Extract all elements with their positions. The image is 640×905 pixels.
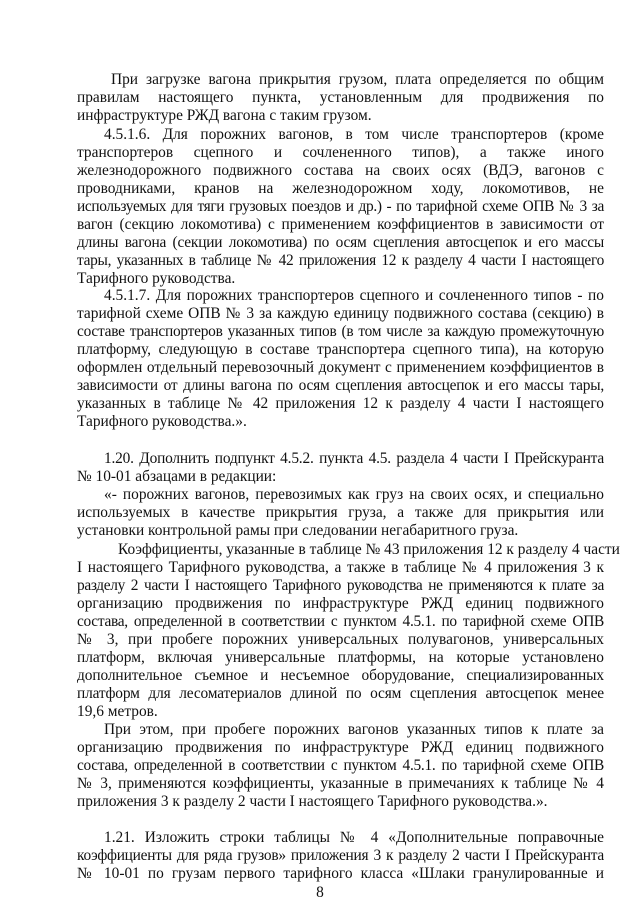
text-line: Тарифного руководства. — [77, 270, 236, 287]
text-line: При этом, при пробеге порожних вагонов указанных типов к плате за — [104, 721, 604, 738]
text-line: При загрузке вагона прикрытия грузом, плата определяется по общим — [111, 71, 604, 88]
text-line: длины вагона (секции локомотива) по осям сцепления автосцепок и его массы — [77, 234, 604, 251]
text-line: 4.5.1.6. Для порожних вагонов, в том числе транспортеров (кроме — [104, 126, 604, 143]
text-line: № 10-01 абзацами в редакции: — [77, 468, 277, 485]
text-line: «- порожних вагонов, перевозимых как груз на своих осях, и специально — [104, 486, 604, 503]
text-line: платформу, следующую в составе транспортера сцепного типа), на которую — [77, 341, 604, 358]
text-line: установки контрольной рамы при следовании негабаритного груза. — [77, 522, 519, 539]
text-line: указанных в таблице № 42 приложения 12 к разделу 4 части I настоящего — [77, 395, 604, 412]
text-line: проводниками, кранов на железнодорожном ходу, локомотивов, не — [77, 180, 604, 197]
text-line: 1.21. Изложить строки таблицы № 4 «Дополнительные поправочные — [104, 829, 604, 846]
text-line: железнодорожного подвижного состава на своих осях (ВДЭ, вагонов с — [77, 162, 604, 179]
text-line: инфраструктуре РЖД вагона с таким грузом. — [77, 107, 372, 124]
text-line: транспортеров сцепного и сочлененного типов), а также иного — [77, 144, 604, 161]
text-line: платформ, включая универсальные платформы, на которые установлено — [77, 649, 604, 666]
text-line: приложения 3 к разделу 2 части I настоящего Тарифного руководства.». — [77, 793, 548, 810]
text-line: коэффициенты для ряда грузов» приложения 3 к разделу 2 части I Прейскуранта — [77, 847, 604, 864]
text-line: составе транспортеров указанных типов (в том числе за каждую промежуточную — [77, 323, 604, 340]
text-line: Тарифного руководства.». — [77, 413, 247, 430]
text-line: правилам настоящего пункта, установленным для продвижения по — [77, 89, 604, 106]
text-line: используемых для тяги грузовых поездов и др.) - по тарифной схеме ОПВ № 3 за — [77, 198, 604, 215]
text-line: оформлен отдельный перевозочный документ с применением коэффициентов в — [77, 359, 604, 376]
text-line: № 3, применяются коэффициенты, указанные в примечаниях к таблице № 4 — [77, 775, 604, 792]
text-line: вагон (секцию локомотива) с применением коэффициентов в зависимости от — [77, 216, 604, 233]
text-line: № 3, при пробеге порожних универсальных полувагонов, универсальных — [77, 631, 604, 648]
text-line: I настоящего Тарифного руководства, а также в таблице № 4 приложения 3 к — [77, 559, 604, 576]
text-line: № 10-01 по грузам первого тарифного класса «Шлаки гранулированные и — [77, 865, 604, 882]
text-line: 1.20. Дополнить подпункт 4.5.2. пункта 4.5. раздела 4 части I Прейскуранта — [104, 450, 604, 467]
text-line: 19,6 метров. — [77, 703, 158, 720]
text-line: организацию продвижения по инфраструктуре РЖД единиц подвижного — [77, 595, 604, 612]
page-number: 8 — [316, 884, 324, 901]
text-line: состава, определенной в соответствии с пунктом 4.5.1. по тарифной схеме ОПВ — [77, 757, 604, 774]
text-line: тары, указанных в таблице № 42 приложения 12 к разделу 4 части I настоящего — [77, 252, 604, 269]
text-line: 4.5.1.7. Для порожних транспортеров сцепного и сочлененного типов - по — [104, 287, 604, 304]
text-line: разделу 2 части I настоящего Тарифного руководства не применяются к плате за — [77, 577, 604, 594]
text-line: состава, определенной в соответствии с пунктом 4.5.1. по тарифной схеме ОПВ — [77, 613, 604, 630]
text-line: используемых в качестве прикрытия груза, а также для прикрытия или — [77, 504, 604, 521]
text-line: платформ для лесоматериалов длиной по осям сцепления автосцепок менее — [77, 685, 604, 702]
text-line: тарифной схеме ОПВ № 3 за каждую единицу подвижного состава (секцию) в — [77, 305, 604, 322]
text-line: Коэффициенты, указанные в таблице № 43 приложения 12 к разделу 4 части — [118, 541, 620, 558]
text-line: организацию продвижения по инфраструктуре РЖД единиц подвижного — [77, 739, 604, 756]
text-line: зависимости от длины вагона по осям сцепления автосцепок и его массы тары, — [77, 377, 604, 394]
text-line: дополнительное съемное и несъемное оборудование, специализированных — [77, 667, 604, 684]
